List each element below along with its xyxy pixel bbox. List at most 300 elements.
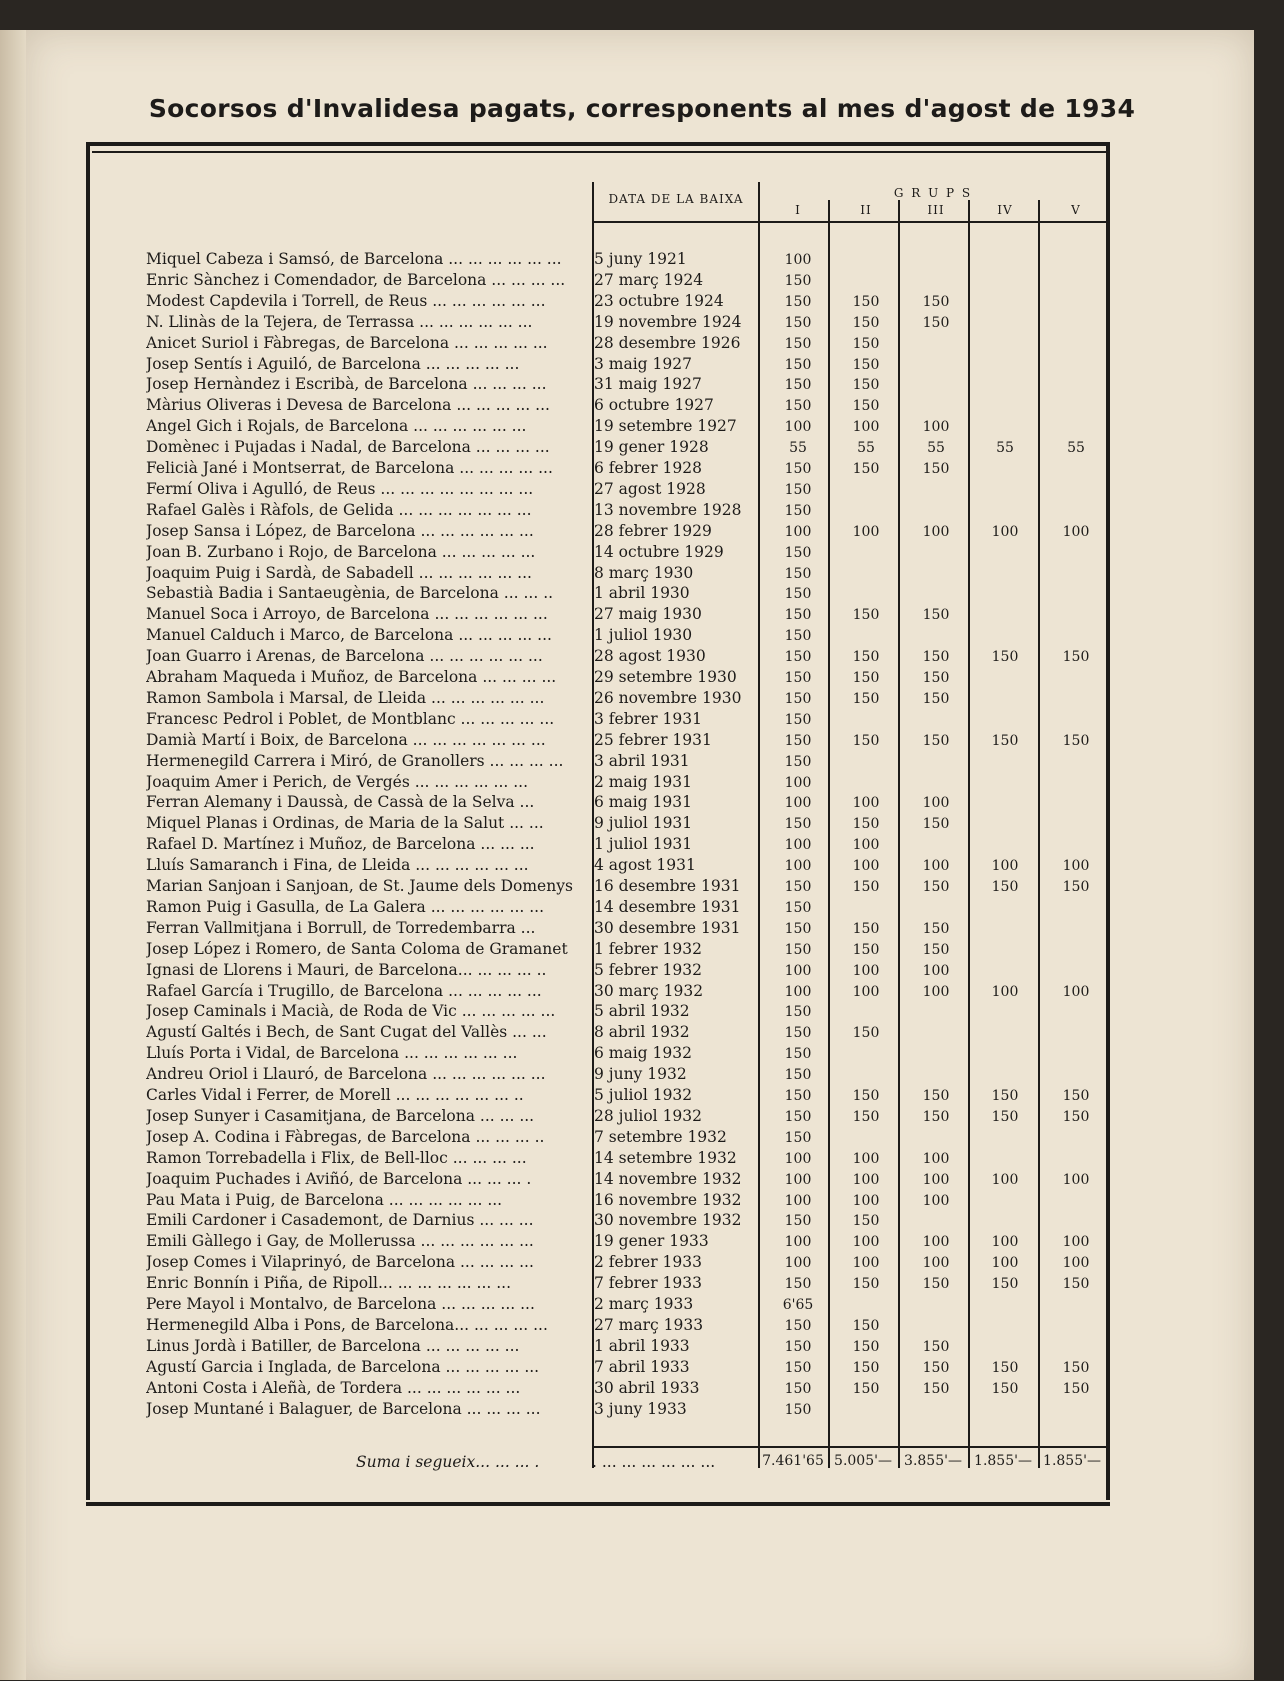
beneficiary-name: Fermí Oliva i Agulló, de Reus ... ... ... ... ... ... ... ...: [146, 479, 534, 498]
group-amount: 150: [922, 1338, 950, 1355]
group-amount: 150: [784, 1276, 812, 1293]
beneficiary-name: Sebastià Badia i Santaeugènia, de Barcelona ... ... ..: [146, 584, 554, 603]
sum-top-rule: [592, 1446, 1106, 1448]
group-amount: 150: [852, 398, 880, 415]
table-row: [0, 480, 1284, 501]
beneficiary-name: Ramon Torrebadella i Flix, de Bell-lloc ... ... ... ...: [146, 1148, 527, 1167]
leave-date: 13 novembre 1928: [594, 500, 742, 519]
group-amount: 150: [784, 941, 812, 958]
beneficiary-name: Modest Capdevila i Torrell, de Reus ... ... ... ... ... ...: [146, 291, 546, 310]
table-row: [0, 1002, 1284, 1023]
group-amount: 150: [852, 1025, 880, 1042]
group-amount: 100: [1062, 1171, 1090, 1188]
leave-date: 16 desembre 1931: [594, 877, 741, 895]
group-amount: 150: [922, 941, 950, 958]
group-amount: 100: [991, 523, 1019, 540]
group-amount: 55: [1067, 440, 1085, 457]
leave-date: 4 agost 1931: [594, 856, 696, 875]
beneficiary-name: Linus Jordà i Batiller, de Barcelona ... ... ... ... ...: [146, 1336, 520, 1355]
sum-total-i: 7.461'65: [762, 1453, 824, 1469]
table-row: [0, 1149, 1284, 1170]
group-amount: 55: [996, 440, 1014, 457]
beneficiary-name: N. Llinàs de la Tejera, de Terrassa ... ... ... ... ... ...: [146, 312, 533, 331]
table-row: [0, 1170, 1284, 1191]
beneficiary-name: Ignasi de Llorens i Mauri, de Barcelona... ... ... ... ..: [146, 960, 547, 979]
group-amount: 100: [784, 523, 812, 540]
beneficiary-name: Andreu Oriol i Llauró, de Barcelona ... ... ... ... ... ...: [146, 1065, 546, 1084]
group-amount: 150: [852, 1213, 880, 1230]
leave-date: 14 setembre 1932: [594, 1148, 737, 1167]
group-amount: 100: [1062, 523, 1090, 540]
beneficiary-name: Josep Caminals i Macià, de Roda de Vic ... ... ... ... ...: [146, 1002, 556, 1021]
group-amount: 100: [991, 858, 1019, 875]
group-amount: 150: [1062, 1359, 1090, 1376]
beneficiary-name: Pere Mayol i Montalvo, de Barcelona ... ... ... ... ...: [146, 1295, 535, 1313]
group-amount: 100: [922, 962, 950, 979]
group-amount: 150: [784, 1317, 812, 1334]
leave-date: 14 novembre 1932: [594, 1169, 742, 1188]
group-amount: 150: [784, 920, 812, 937]
leave-date: 3 maig 1927: [594, 354, 692, 373]
group-amount: 100: [852, 419, 880, 436]
table-row: [0, 689, 1284, 710]
beneficiary-name: Marian Sanjoan i Sanjoan, de St. Jaume dels Domenys: [146, 877, 573, 895]
group-amount: 150: [852, 920, 880, 937]
group-amount: 150: [1062, 649, 1090, 666]
group-amount: 150: [784, 398, 812, 415]
group-amount: 100: [784, 795, 812, 812]
group-amount: 100: [784, 1234, 812, 1251]
header-top-rule: [92, 151, 1106, 153]
group-amount: 150: [784, 1046, 812, 1063]
leave-date: 6 maig 1932: [594, 1044, 692, 1063]
table-row: [0, 501, 1284, 522]
beneficiary-name: Enric Bonnín i Piña, de Ripoll... ... ... ... ... ... ...: [146, 1274, 512, 1293]
table-row: [0, 522, 1284, 543]
group-amount: 150: [784, 1004, 812, 1021]
table-row: [0, 1232, 1284, 1253]
group-amount: 150: [1062, 1108, 1090, 1125]
group-amount: 150: [784, 461, 812, 477]
leave-date: 7 febrer 1933: [594, 1274, 702, 1293]
table-row: [0, 814, 1284, 835]
beneficiary-name: Angel Gich i Rojals, de Barcelona ... ... ... ... ... ...: [146, 417, 527, 436]
leave-date: 9 juny 1932: [594, 1065, 687, 1084]
group-amount: 100: [991, 1255, 1019, 1272]
table-row: [0, 1316, 1284, 1337]
leave-date: 26 novembre 1930: [594, 688, 742, 707]
beneficiary-name: Emili Cardoner i Casademont, de Darnius ... ... ...: [146, 1211, 534, 1230]
beneficiary-name: Joan Guarro i Arenas, de Barcelona ... ... ... ... ... ...: [146, 647, 543, 666]
beneficiary-name: Josep Muntané i Balaguer, de Barcelona ... ... ... ...: [146, 1399, 541, 1418]
table-row: [0, 940, 1284, 961]
group-amount: 150: [852, 607, 880, 624]
group-amount: 100: [922, 1234, 950, 1251]
group-amount: 100: [852, 983, 880, 1000]
group-amount: 150: [852, 1108, 880, 1125]
table-row: [0, 877, 1284, 898]
group-amount: 150: [784, 1025, 812, 1042]
beneficiary-name: Josep Hernàndez i Escribà, de Barcelona ... ... ... ...: [146, 375, 547, 394]
group-amount: 150: [852, 732, 880, 749]
table-row: [0, 647, 1284, 668]
table-row: [0, 543, 1284, 564]
leave-date: 5 juny 1921: [594, 250, 687, 268]
group-amount: 6'65: [782, 1297, 814, 1313]
group-amount: 150: [1062, 1088, 1090, 1104]
table-row: [0, 271, 1284, 292]
group-amount: 100: [1062, 1255, 1090, 1272]
sum-total-ii: 5.005'—: [834, 1453, 892, 1469]
group-amount: 150: [784, 481, 812, 498]
leave-date: 1 abril 1933: [594, 1336, 690, 1355]
group-amount: 100: [852, 837, 880, 854]
leave-date: 6 maig 1931: [594, 793, 692, 812]
header-date: DATA DE LA BAIXA: [608, 192, 744, 206]
beneficiary-name: Josep A. Codina i Fàbregas, de Barcelona ... ... ... ..: [146, 1127, 545, 1146]
table-row: [0, 1086, 1284, 1107]
group-amount: 100: [852, 523, 880, 540]
leave-date: 1 abril 1930: [594, 584, 690, 603]
group-amount: 150: [784, 544, 812, 561]
group-amount: 150: [852, 816, 880, 833]
sum-label: Suma i segueix... ... ... .: [356, 1453, 540, 1471]
group-amount: 150: [784, 879, 812, 895]
group-amount: 150: [784, 377, 812, 394]
group-amount: 100: [852, 962, 880, 979]
table-row: [0, 982, 1284, 1003]
table-row: [0, 1337, 1284, 1358]
leave-date: 5 abril 1932: [594, 1002, 690, 1021]
table-row: [0, 1274, 1284, 1295]
beneficiary-name: Lluís Samaranch i Fina, de Lleida ... ... ... ... ... ...: [146, 856, 529, 875]
group-amount: 150: [784, 711, 812, 728]
beneficiary-name: Joaquim Amer i Perich, de Vergés ... ... ... ... ... ...: [146, 772, 529, 791]
leave-date: 19 novembre 1924: [594, 312, 742, 331]
beneficiary-name: Ramon Puig i Gasulla, de La Galera ... ... ... ... ... ...: [146, 897, 545, 916]
table-row: [0, 334, 1284, 355]
leave-date: 27 març 1924: [594, 270, 704, 289]
group-amount: 150: [922, 920, 950, 937]
leave-date: 28 febrer 1929: [594, 521, 712, 540]
table-row: [0, 1023, 1284, 1044]
table-row: [0, 626, 1284, 647]
beneficiary-name: Domènec i Pujadas i Nadal, de Barcelona ... ... ... ...: [146, 438, 550, 457]
table-row: [0, 1400, 1284, 1421]
leave-date: 31 maig 1927: [594, 375, 702, 394]
table-row: [0, 396, 1284, 417]
group-amount: 150: [852, 649, 880, 666]
leave-date: 8 abril 1932: [594, 1023, 690, 1042]
group-amount: 100: [922, 858, 950, 875]
group-amount: 150: [922, 461, 950, 477]
table-row: [0, 375, 1284, 396]
table-row: [0, 292, 1284, 313]
group-amount: 150: [784, 670, 812, 686]
group-amount: 150: [852, 941, 880, 958]
group-amount: 100: [784, 837, 812, 854]
table-row: [0, 835, 1284, 856]
group-amount: 150: [852, 356, 880, 373]
group-amount: 150: [784, 502, 812, 519]
leave-date: 30 març 1932: [594, 981, 704, 1000]
group-amount: 150: [852, 335, 880, 352]
leave-date: 7 setembre 1932: [594, 1127, 727, 1146]
group-amount: 150: [784, 732, 812, 749]
beneficiary-name: Joan B. Zurbano i Rojo, de Barcelona ... ... ... ... ...: [146, 542, 536, 561]
leave-date: 14 desembre 1931: [594, 897, 741, 916]
beneficiary-name: Josep Comes i Vilaprinyó, de Barcelona ... ... ... ...: [146, 1253, 534, 1272]
leave-date: 19 setembre 1927: [594, 417, 737, 436]
group-amount: 150: [784, 293, 812, 310]
page-title: Socorsos d'Invalidesa pagats, corresponents al mes d'agost de 1934: [148, 94, 1136, 123]
header-groups: G R U P S: [893, 186, 973, 200]
table-row: [0, 1191, 1284, 1212]
group-amount: 150: [784, 1401, 812, 1418]
group-amount: 150: [784, 649, 812, 666]
leave-date: 2 maig 1931: [594, 772, 692, 791]
group-amount: 150: [922, 1359, 950, 1376]
group-amount: 150: [991, 732, 1019, 749]
group-amount: 150: [922, 879, 950, 895]
group-amount: 150: [922, 314, 950, 331]
beneficiary-name: Rafael D. Martínez i Muñoz, de Barcelona ... ... ...: [146, 835, 535, 854]
group-amount: 150: [922, 690, 950, 707]
group-amount: 100: [784, 1171, 812, 1188]
group-amount: 150: [784, 753, 812, 770]
group-amount: 100: [922, 523, 950, 540]
group-amount: 150: [922, 1380, 950, 1397]
group-amount: 100: [922, 419, 950, 436]
group-amount: 55: [927, 440, 945, 457]
beneficiary-name: Josep Sentís i Aguiló, de Barcelona ... ... ... ... ...: [146, 354, 520, 373]
group-amount: 150: [922, 293, 950, 310]
group-amount: 100: [991, 1234, 1019, 1251]
table-row: [0, 773, 1284, 794]
group-amount: 150: [852, 461, 880, 477]
leave-date: 28 juliol 1932: [594, 1106, 703, 1125]
leave-date: 29 setembre 1930: [594, 668, 737, 686]
group-amount: 150: [991, 879, 1019, 895]
table-row: [0, 584, 1284, 605]
group-amount: 100: [784, 983, 812, 1000]
group-amount: 150: [852, 1088, 880, 1104]
leave-date: 30 desembre 1931: [594, 918, 741, 937]
beneficiary-name: Agustí Garcia i Inglada, de Barcelona ... ... ... ... ...: [146, 1357, 540, 1376]
group-amount: 150: [852, 1276, 880, 1293]
beneficiary-name: Miquel Cabeza i Samsó, de Barcelona ... ... ... ... ... ...: [146, 250, 562, 268]
header-col-iii: III: [927, 203, 945, 217]
table-row: [0, 856, 1284, 877]
leave-date: 3 febrer 1931: [594, 709, 702, 728]
header-col-ii: II: [860, 203, 872, 217]
beneficiary-name: Felicià Jané i Montserrat, de Barcelona ... ... ... ... ...: [146, 459, 553, 477]
sum-dots: . ... ... ... ... ... ...: [592, 1453, 716, 1471]
leave-date: 30 abril 1933: [594, 1378, 700, 1397]
group-amount: 150: [852, 690, 880, 707]
group-amount: 100: [922, 1192, 950, 1209]
group-amount: 150: [1062, 1380, 1090, 1397]
leave-date: 6 octubre 1927: [594, 396, 714, 415]
leave-date: 5 juliol 1932: [594, 1086, 693, 1104]
beneficiary-name: Ferran Alemany i Daussà, de Cassà de la Selva ...: [146, 793, 535, 812]
leave-date: 6 febrer 1928: [594, 459, 702, 477]
group-amount: 150: [922, 1088, 950, 1104]
group-amount: 150: [922, 732, 950, 749]
leave-date: 2 març 1933: [594, 1295, 694, 1313]
group-amount: 150: [784, 335, 812, 352]
group-amount: 150: [852, 293, 880, 310]
table-row: [0, 250, 1284, 271]
beneficiary-name: Joaquim Puchades i Aviñó, de Barcelona ... ... ... .: [146, 1169, 532, 1188]
beneficiary-name: Manuel Calduch i Marco, de Barcelona ... ... ... ... ...: [146, 626, 552, 645]
beneficiary-name: Anicet Suriol i Fàbregas, de Barcelona ... ... ... ... ...: [146, 333, 548, 352]
group-amount: 150: [852, 1317, 880, 1334]
group-amount: 150: [784, 565, 812, 582]
header-col-iv: IV: [997, 203, 1013, 217]
leave-date: 5 febrer 1932: [594, 960, 702, 979]
group-amount: 150: [784, 607, 812, 624]
leave-date: 27 agost 1928: [594, 479, 706, 498]
table-row: [0, 1379, 1284, 1400]
group-amount: 150: [852, 879, 880, 895]
leave-date: 1 febrer 1932: [594, 939, 702, 958]
beneficiary-name: Lluís Porta i Vidal, de Barcelona ... ... ... ... ... ...: [146, 1044, 518, 1063]
group-amount: 100: [852, 858, 880, 875]
group-amount: 100: [922, 795, 950, 812]
leave-date: 25 febrer 1931: [594, 730, 712, 749]
beneficiary-name: Màrius Oliveras i Devesa de Barcelona ... ... ... ... ...: [146, 396, 550, 415]
leave-date: 19 gener 1928: [594, 438, 709, 457]
group-amount: 100: [784, 1150, 812, 1167]
group-amount: 100: [784, 419, 812, 436]
group-amount: 100: [1062, 983, 1090, 1000]
group-amount: 100: [922, 1171, 950, 1188]
group-amount: 150: [784, 690, 812, 707]
table-row: [0, 417, 1284, 438]
leave-date: 3 juny 1933: [594, 1399, 687, 1418]
group-amount: 100: [852, 795, 880, 812]
table-row: [0, 961, 1284, 982]
group-amount: 150: [991, 1380, 1019, 1397]
table-row: [0, 919, 1284, 940]
table-row: [0, 459, 1284, 480]
group-amount: 100: [784, 252, 812, 268]
group-amount: 100: [922, 983, 950, 1000]
group-amount: 150: [852, 1380, 880, 1397]
group-amount: 150: [991, 1359, 1019, 1376]
group-amount: 150: [784, 899, 812, 916]
group-amount: 100: [1062, 858, 1090, 875]
beneficiary-name: Manuel Soca i Arroyo, de Barcelona ... ... ... ... ... ...: [146, 605, 548, 624]
leave-date: 8 març 1930: [594, 563, 694, 582]
group-amount: 150: [784, 356, 812, 373]
table-row: [0, 1128, 1284, 1149]
beneficiary-name: Pau Mata i Puig, de Barcelona ... ... ... ... ... ...: [146, 1190, 503, 1209]
group-amount: 150: [1062, 879, 1090, 895]
beneficiary-name: Rafael Galès i Ràfols, de Gelida ... ... ... ... ... ... ...: [146, 500, 532, 519]
table-row: [0, 605, 1284, 626]
group-amount: 150: [784, 1380, 812, 1397]
group-amount: 150: [784, 816, 812, 833]
group-amount: 150: [1062, 1276, 1090, 1293]
table-row: [0, 1044, 1284, 1065]
beneficiary-name: Hermenegild Alba i Pons, de Barcelona... ... ... ... ...: [146, 1315, 548, 1334]
group-amount: 100: [991, 1171, 1019, 1188]
table-row: [0, 1211, 1284, 1232]
table-row: [0, 793, 1284, 814]
leave-date: 9 juliol 1931: [594, 814, 693, 833]
group-amount: 150: [784, 1213, 812, 1230]
beneficiary-name: Antoni Costa i Aleñà, de Tordera ... ... ... ... ... ...: [146, 1378, 521, 1397]
sum-total-v: 1.855'—: [1043, 1453, 1101, 1469]
group-amount: 150: [922, 607, 950, 624]
beneficiary-name: Agustí Galtés i Bech, de Sant Cugat del Vallès ... ...: [146, 1023, 547, 1042]
group-amount: 100: [784, 1255, 812, 1272]
group-amount: 100: [1062, 1234, 1090, 1251]
beneficiary-name: Hermenegild Carrera i Miró, de Granollers ... ... ... ...: [146, 751, 564, 770]
beneficiary-name: Ramon Sambola i Marsal, de Lleida ... ... ... ... ... ...: [146, 688, 545, 707]
leave-date: 2 febrer 1933: [594, 1253, 702, 1272]
group-amount: 100: [852, 1171, 880, 1188]
beneficiary-name: Rafael García i Trugillo, de Barcelona ... ... ... ... ...: [146, 981, 542, 1000]
leave-date: 27 març 1933: [594, 1315, 704, 1334]
group-amount: 150: [852, 314, 880, 331]
group-amount: 100: [922, 1255, 950, 1272]
group-amount: 100: [922, 1150, 950, 1167]
group-amount: 150: [784, 1338, 812, 1355]
beneficiary-name: Damià Martí i Boix, de Barcelona ... ... ... ... ... ... ...: [146, 730, 546, 749]
group-amount: 100: [784, 1192, 812, 1209]
table-row: [0, 313, 1284, 334]
table-row: [0, 668, 1284, 689]
sum-total-iii: 3.855'—: [904, 1453, 962, 1469]
group-amount: 150: [922, 649, 950, 666]
group-amount: 150: [784, 1088, 812, 1104]
group-amount: 150: [784, 1067, 812, 1084]
table-row: [0, 1358, 1284, 1379]
group-amount: 150: [991, 1088, 1019, 1104]
beneficiary-name: Josep Sunyer i Casamitjana, de Barcelona ... ... ...: [146, 1106, 535, 1125]
group-amount: 150: [852, 1338, 880, 1355]
group-amount: 150: [784, 314, 812, 331]
table-row: [0, 752, 1284, 773]
group-amount: 150: [922, 1276, 950, 1293]
table-row: [0, 1065, 1284, 1086]
group-amount: 150: [784, 272, 812, 289]
group-amount: 55: [789, 440, 807, 457]
group-amount: 100: [852, 1192, 880, 1209]
sum-total-iv: 1.855'—: [974, 1453, 1032, 1469]
group-amount: 150: [922, 670, 950, 686]
leave-date: 14 octubre 1929: [594, 542, 724, 561]
group-amount: 100: [852, 1234, 880, 1251]
beneficiary-name: Enric Sànchez i Comendador, de Barcelona ... ... ... ...: [146, 270, 566, 289]
beneficiary-name: Josep López i Romero, de Santa Coloma de Gramanet: [146, 939, 568, 958]
group-amount: 100: [852, 1150, 880, 1167]
table-row: [0, 438, 1284, 459]
group-amount: 150: [784, 1129, 812, 1146]
group-amount: 150: [922, 816, 950, 833]
group-amount: 100: [784, 962, 812, 979]
group-amount: 100: [784, 774, 812, 791]
header-col-v: V: [1071, 203, 1081, 217]
table-row: [0, 898, 1284, 919]
group-amount: 55: [857, 440, 875, 457]
group-amount: 150: [784, 1359, 812, 1376]
group-amount: 100: [784, 858, 812, 875]
group-amount: 150: [991, 1108, 1019, 1125]
